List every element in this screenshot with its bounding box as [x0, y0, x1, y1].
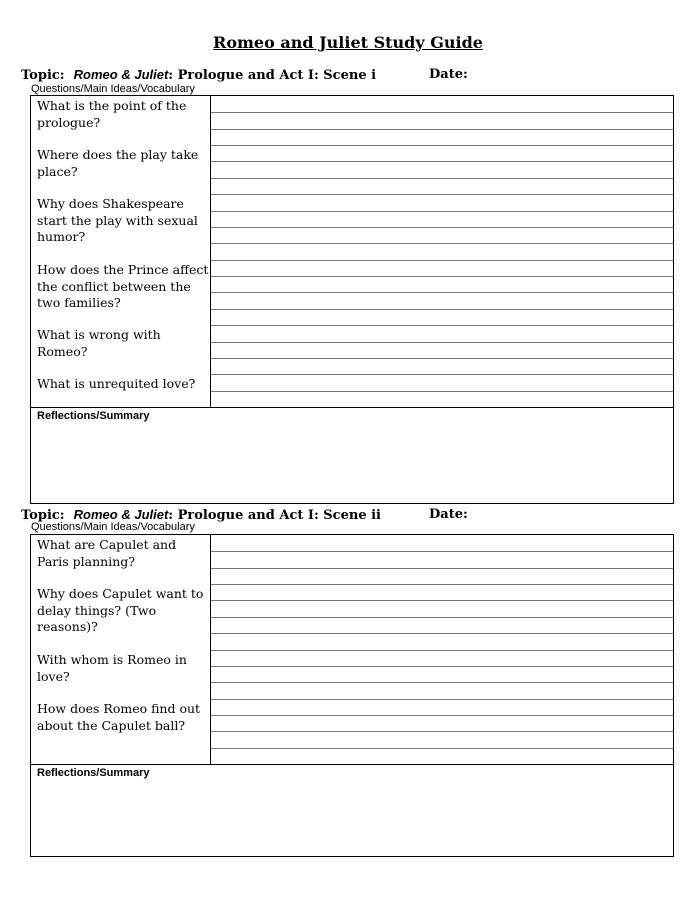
note-line [211, 161, 673, 162]
question: What is unrequited love? [37, 376, 196, 391]
note-line [211, 260, 673, 261]
questions-column [31, 96, 211, 407]
note-line [211, 617, 673, 618]
note-line [211, 748, 673, 749]
note-line [211, 194, 673, 195]
question: How does Romeo find out about the Capulet ball? [37, 701, 201, 733]
questions-column [31, 535, 211, 764]
note-line [211, 276, 673, 277]
note-line [211, 145, 673, 146]
reflections-area[interactable] [31, 407, 673, 504]
note-line [211, 129, 673, 130]
question: What are Capulet and Paris planning? [37, 537, 177, 569]
notes-box-1 [30, 95, 674, 504]
note-line [211, 391, 673, 392]
notes-box-2 [30, 534, 674, 857]
note-line [211, 551, 673, 552]
topic-work-title: Romeo & Juliet [73, 507, 169, 522]
question: What is the point of the prologue? [37, 98, 187, 130]
topic-prefix: Topic: [21, 508, 65, 523]
note-line [211, 211, 673, 212]
topic-work-title: Romeo & Juliet [73, 67, 169, 82]
note-line [211, 600, 673, 601]
note-lines[interactable] [211, 535, 673, 764]
reflections-area[interactable] [31, 764, 673, 857]
topic-scene: : Prologue and Act I: Scene ii [168, 508, 381, 523]
column-label: Questions/Main Ideas/Vocabulary [31, 83, 195, 95]
reflections-label: Reflections/Summary [37, 410, 150, 422]
question: Why does Capulet want to delay things? (Two reasons)? [37, 586, 204, 634]
topic-line-1 [21, 67, 681, 83]
topic-prefix: Topic: [21, 68, 65, 83]
note-line [211, 309, 673, 310]
question: What is wrong with Romeo? [37, 327, 161, 359]
question: How does the Prince affect the conflict between the two families? [37, 262, 209, 310]
page-title: Romeo and Juliet Study Guide [213, 33, 483, 52]
reflections-label: Reflections/Summary [37, 767, 150, 779]
note-line [211, 325, 673, 326]
note-line [211, 374, 673, 375]
note-line [211, 650, 673, 651]
note-line [211, 292, 673, 293]
note-line [211, 342, 673, 343]
note-line [211, 358, 673, 359]
note-line [211, 584, 673, 585]
column-label: Questions/Main Ideas/Vocabulary [31, 521, 195, 533]
note-line [211, 715, 673, 716]
note-line [211, 666, 673, 667]
note-lines[interactable] [211, 96, 673, 407]
note-line [211, 731, 673, 732]
topic-scene: : Prologue and Act I: Scene i [168, 68, 377, 83]
note-line [211, 243, 673, 244]
question: Where does the play take place? [37, 147, 199, 179]
note-line [211, 568, 673, 569]
question: With whom is Romeo in love? [37, 652, 187, 684]
note-line [211, 112, 673, 113]
note-line [211, 699, 673, 700]
date-label: Date: [429, 67, 468, 82]
note-line [211, 633, 673, 634]
note-line [211, 227, 673, 228]
note-line [211, 682, 673, 683]
note-line [211, 178, 673, 179]
date-label: Date: [429, 507, 468, 522]
question: Why does Shakespeare start the play with sexual humor? [37, 196, 198, 244]
